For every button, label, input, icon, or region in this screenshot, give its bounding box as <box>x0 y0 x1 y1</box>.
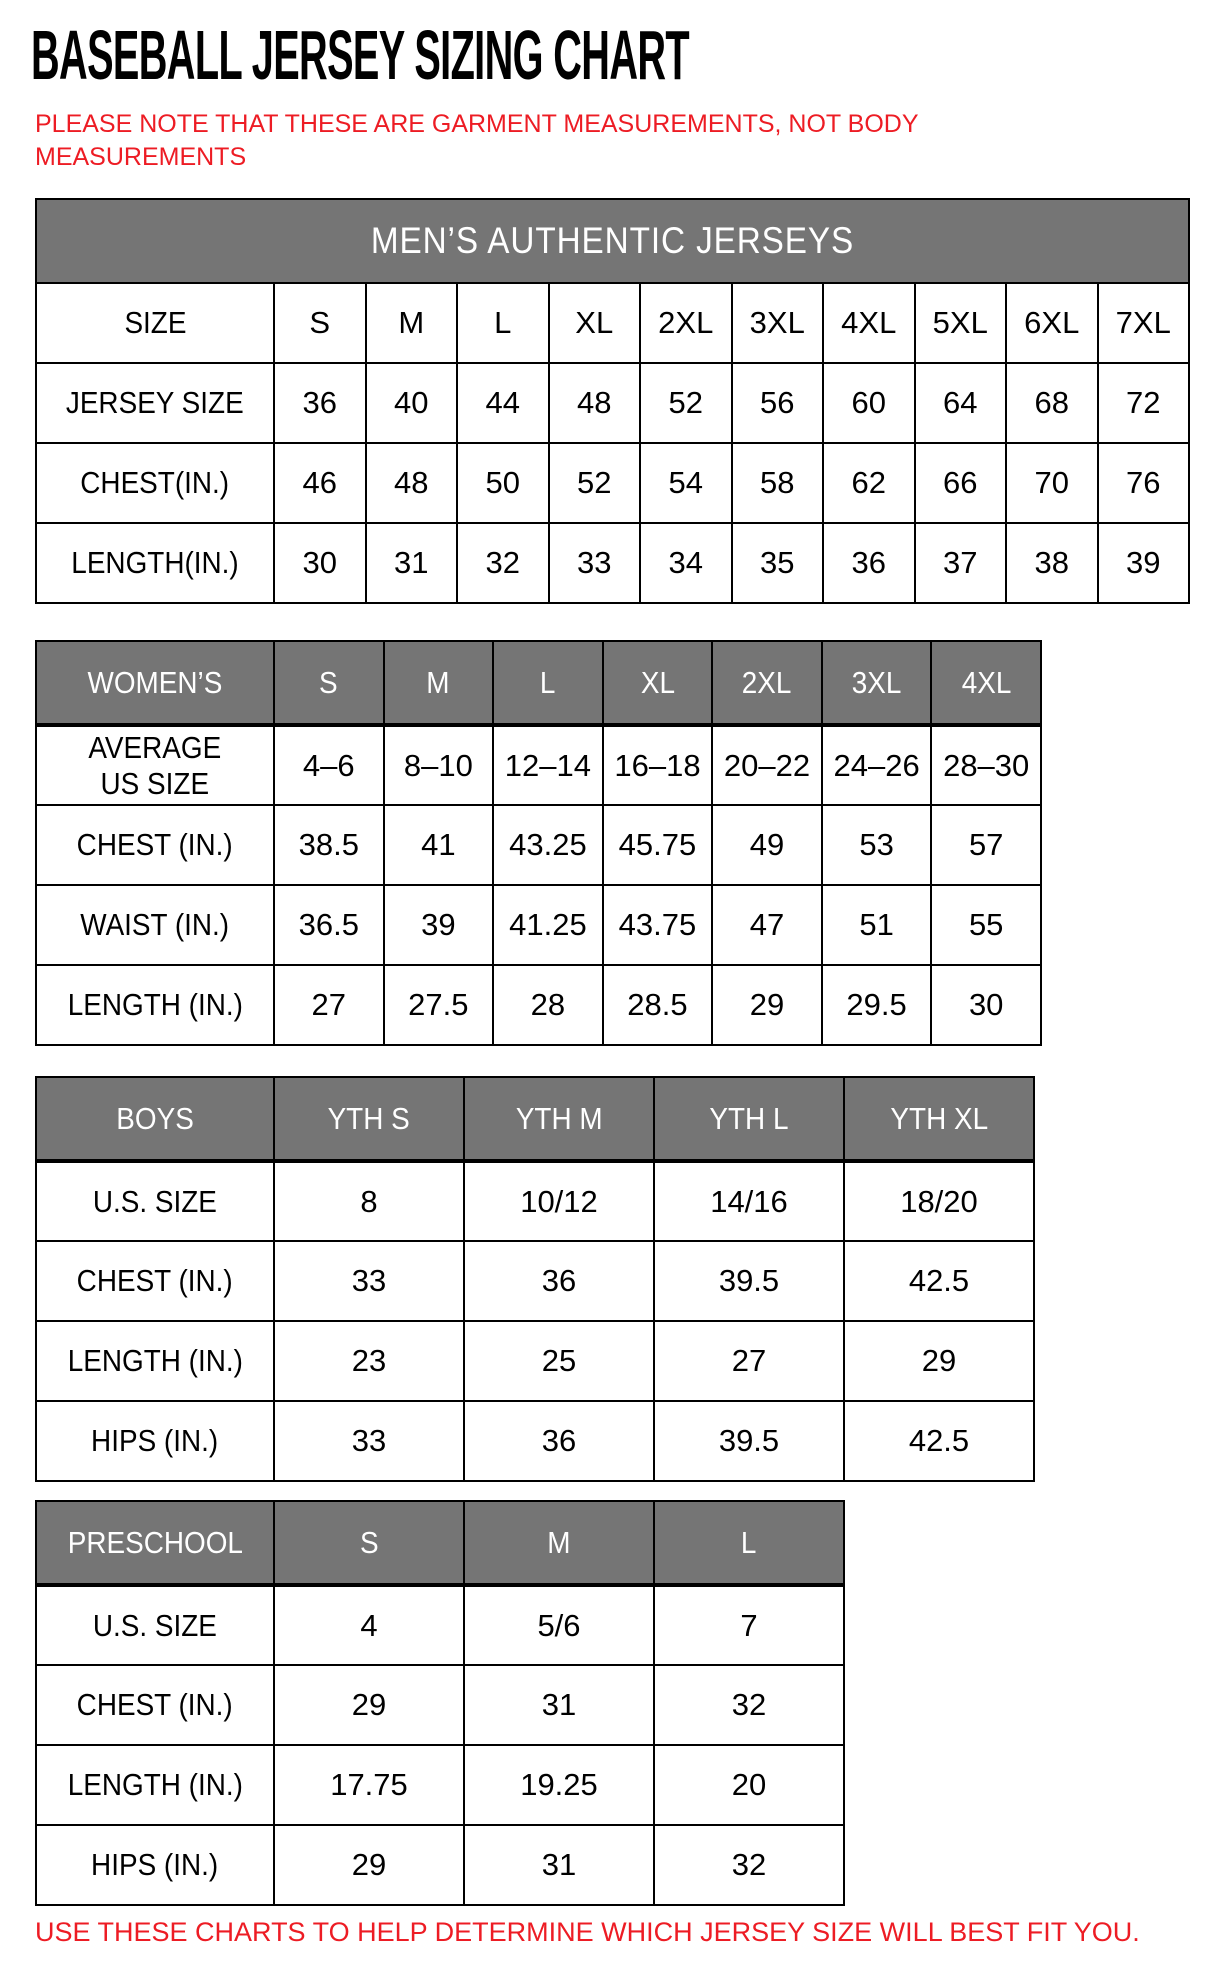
boys-cell: 33 <box>274 1241 464 1321</box>
preschool-header-cell <box>654 1501 844 1585</box>
womens-cell: 30 <box>931 965 1041 1045</box>
womens-sizing-table <box>35 640 1042 1046</box>
womens-header-cell-text: 4XL <box>961 664 1012 700</box>
mens-cell: 72 <box>1098 363 1190 443</box>
womens-cell: 27.5 <box>384 965 494 1045</box>
womens-row-label-text: LENGTH (IN.) <box>67 987 243 1023</box>
womens-cell: 41 <box>384 805 494 885</box>
womens-cell: 49 <box>712 805 822 885</box>
boys-header-cell <box>274 1077 464 1161</box>
mens-row-label-text: JERSEY SIZE <box>66 385 244 421</box>
womens-cell: 53 <box>822 805 932 885</box>
mens-cell: 54 <box>640 443 732 523</box>
mens-cell: S <box>274 283 366 363</box>
mens-row-label <box>36 443 274 523</box>
boys-cell: 23 <box>274 1321 464 1401</box>
mens-row-label-text: CHEST(IN.) <box>80 465 230 501</box>
boys-sizing-table <box>35 1076 1035 1482</box>
preschool-header-cell-text: M <box>547 1524 571 1560</box>
womens-row-label <box>36 965 274 1045</box>
womens-cell: 12–14 <box>493 725 603 805</box>
preschool-cell: 5/6 <box>464 1585 654 1665</box>
preschool-cell: 7 <box>654 1585 844 1665</box>
womens-row-label-text: AVERAGE US SIZE <box>88 729 222 801</box>
preschool-row-label-text: U.S. SIZE <box>92 1607 218 1643</box>
mens-cell: 48 <box>549 363 641 443</box>
preschool-cell: 4 <box>274 1585 464 1665</box>
boys-cell: 29 <box>844 1321 1034 1401</box>
boys-row-label-text: U.S. SIZE <box>92 1183 218 1219</box>
mens-cell: 33 <box>549 523 641 603</box>
womens-cell: 38.5 <box>274 805 384 885</box>
womens-cell: 47 <box>712 885 822 965</box>
womens-cell: 45.75 <box>603 805 713 885</box>
boys-header-cell-text: YTH L <box>709 1100 789 1136</box>
preschool-cell: 17.75 <box>274 1745 464 1825</box>
womens-cell: 55 <box>931 885 1041 965</box>
preschool-row-label-text: CHEST (IN.) <box>76 1687 234 1723</box>
mens-row-label <box>36 283 274 363</box>
boys-cell: 25 <box>464 1321 654 1401</box>
preschool-row-label <box>36 1825 274 1905</box>
mens-cell: 62 <box>823 443 915 523</box>
mens-cell: 64 <box>915 363 1007 443</box>
boys-cell: 42.5 <box>844 1241 1034 1321</box>
preschool-row-label-text: HIPS (IN.) <box>91 1847 219 1883</box>
boys-header-label <box>36 1077 274 1161</box>
mens-cell: XL <box>549 283 641 363</box>
womens-header-cell-text: M <box>426 664 450 700</box>
boys-row-label-text: CHEST (IN.) <box>76 1263 234 1299</box>
preschool-cell: 19.25 <box>464 1745 654 1825</box>
mens-cell: 58 <box>732 443 824 523</box>
mens-cell: L <box>457 283 549 363</box>
mens-cell: 5XL <box>915 283 1007 363</box>
mens-row-label <box>36 523 274 603</box>
womens-header-cell <box>603 641 713 725</box>
preschool-header-cell-text: L <box>741 1524 757 1560</box>
garment-measurements-note: PLEASE NOTE THAT THESE ARE GARMENT MEASUREMENTS, NOT BODY MEASUREMENTS <box>35 110 919 171</box>
mens-cell: 76 <box>1098 443 1190 523</box>
mens-row-label <box>36 363 274 443</box>
boys-row-label-text: HIPS (IN.) <box>91 1423 219 1459</box>
preschool-header-label-text: PRESCHOOL <box>67 1524 243 1560</box>
preschool-cell: 29 <box>274 1665 464 1745</box>
womens-header-cell <box>384 641 494 725</box>
mens-cell: 40 <box>366 363 458 443</box>
womens-cell: 29 <box>712 965 822 1045</box>
womens-cell: 20–22 <box>712 725 822 805</box>
boys-header-cell <box>844 1077 1034 1161</box>
womens-header-cell-text: S <box>319 664 339 700</box>
mens-cell: 48 <box>366 443 458 523</box>
boys-row-label <box>36 1161 274 1241</box>
womens-cell: 36.5 <box>274 885 384 965</box>
womens-cell: 51 <box>822 885 932 965</box>
preschool-row-label-text: LENGTH (IN.) <box>67 1767 243 1803</box>
womens-cell: 4–6 <box>274 725 384 805</box>
mens-cell: 50 <box>457 443 549 523</box>
boys-header-cell <box>464 1077 654 1161</box>
womens-row-label <box>36 725 274 805</box>
boys-row-label <box>36 1241 274 1321</box>
womens-cell: 28–30 <box>931 725 1041 805</box>
boys-header-cell-text: YTH XL <box>890 1100 988 1136</box>
womens-header-cell <box>712 641 822 725</box>
boys-cell: 39.5 <box>654 1401 844 1481</box>
preschool-row-label <box>36 1585 274 1665</box>
womens-cell: 43.25 <box>493 805 603 885</box>
womens-cell: 8–10 <box>384 725 494 805</box>
boys-cell: 39.5 <box>654 1241 844 1321</box>
womens-row-label-text: WAIST (IN.) <box>80 907 230 943</box>
boys-header-cell-text: YTH M <box>515 1100 603 1136</box>
preschool-cell: 32 <box>654 1665 844 1745</box>
mens-row-label-text: SIZE <box>123 305 187 341</box>
preschool-sizing-table <box>35 1500 845 1906</box>
womens-cell: 57 <box>931 805 1041 885</box>
womens-header-cell <box>931 641 1041 725</box>
mens-cell: 56 <box>732 363 824 443</box>
womens-cell: 41.25 <box>493 885 603 965</box>
womens-cell: 43.75 <box>603 885 713 965</box>
mens-cell: 3XL <box>732 283 824 363</box>
mens-cell: 35 <box>732 523 824 603</box>
mens-cell: 52 <box>640 363 732 443</box>
womens-header-cell-text: 2XL <box>742 664 792 700</box>
mens-cell: 7XL <box>1098 283 1190 363</box>
mens-cell: 46 <box>274 443 366 523</box>
womens-cell: 29.5 <box>822 965 932 1045</box>
womens-cell: 28.5 <box>603 965 713 1045</box>
womens-cell: 28 <box>493 965 603 1045</box>
preschool-header-cell-text: S <box>359 1524 379 1560</box>
womens-header-label-text: WOMEN’S <box>87 664 223 700</box>
footer-note: USE THESE CHARTS TO HELP DETERMINE WHICH JERSEY SIZE WILL BEST FIT YOU. <box>35 1917 1140 1947</box>
preschool-row-label <box>36 1745 274 1825</box>
mens-cell: 36 <box>274 363 366 443</box>
womens-header-cell <box>822 641 932 725</box>
mens-cell: 44 <box>457 363 549 443</box>
preschool-cell: 32 <box>654 1825 844 1905</box>
boys-cell: 42.5 <box>844 1401 1034 1481</box>
boys-header-label-text: BOYS <box>116 1100 194 1136</box>
mens-cell: 2XL <box>640 283 732 363</box>
preschool-header-cell <box>464 1501 654 1585</box>
mens-cell: 38 <box>1006 523 1098 603</box>
mens-cell: 70 <box>1006 443 1098 523</box>
womens-header-cell <box>274 641 384 725</box>
mens-cell: 36 <box>823 523 915 603</box>
boys-cell: 8 <box>274 1161 464 1241</box>
womens-row-label-text: CHEST (IN.) <box>76 827 234 863</box>
mens-row-label-text: LENGTH(IN.) <box>71 545 239 581</box>
womens-cell: 24–26 <box>822 725 932 805</box>
boys-cell: 14/16 <box>654 1161 844 1241</box>
mens-cell: 31 <box>366 523 458 603</box>
mens-cell: 60 <box>823 363 915 443</box>
womens-row-label <box>36 805 274 885</box>
mens-cell: 6XL <box>1006 283 1098 363</box>
boys-row-label-text: LENGTH (IN.) <box>67 1343 243 1379</box>
boys-row-label <box>36 1321 274 1401</box>
boys-header-cell-text: YTH S <box>327 1100 411 1136</box>
boys-row-label <box>36 1401 274 1481</box>
mens-cell: M <box>366 283 458 363</box>
boys-header-cell <box>654 1077 844 1161</box>
mens-cell: 32 <box>457 523 549 603</box>
boys-cell: 33 <box>274 1401 464 1481</box>
preschool-header-label <box>36 1501 274 1585</box>
mens-cell: 37 <box>915 523 1007 603</box>
preschool-cell: 20 <box>654 1745 844 1825</box>
womens-header-cell-text: L <box>540 664 556 700</box>
womens-cell: 16–18 <box>603 725 713 805</box>
boys-cell: 18/20 <box>844 1161 1034 1241</box>
mens-sizing-table <box>35 198 1190 604</box>
boys-cell: 36 <box>464 1241 654 1321</box>
womens-header-label <box>36 641 274 725</box>
womens-cell: 27 <box>274 965 384 1045</box>
womens-header-cell-text: 3XL <box>851 664 902 700</box>
womens-row-label <box>36 885 274 965</box>
mens-table-title <box>36 199 1189 283</box>
preschool-cell: 29 <box>274 1825 464 1905</box>
preschool-cell: 31 <box>464 1665 654 1745</box>
mens-cell: 66 <box>915 443 1007 523</box>
womens-header-cell <box>493 641 603 725</box>
mens-cell: 30 <box>274 523 366 603</box>
mens-cell: 34 <box>640 523 732 603</box>
page-title: BASEBALL JERSEY SIZING CHART <box>31 16 690 95</box>
mens-cell: 4XL <box>823 283 915 363</box>
mens-cell: 52 <box>549 443 641 523</box>
preschool-row-label <box>36 1665 274 1745</box>
boys-cell: 27 <box>654 1321 844 1401</box>
womens-header-cell-text: XL <box>640 664 675 700</box>
mens-cell: 68 <box>1006 363 1098 443</box>
preschool-header-cell <box>274 1501 464 1585</box>
boys-cell: 36 <box>464 1401 654 1481</box>
mens-cell: 39 <box>1098 523 1190 603</box>
womens-cell: 39 <box>384 885 494 965</box>
preschool-cell: 31 <box>464 1825 654 1905</box>
mens-table-title-text: MEN’S AUTHENTIC JERSEYS <box>370 219 855 261</box>
boys-cell: 10/12 <box>464 1161 654 1241</box>
